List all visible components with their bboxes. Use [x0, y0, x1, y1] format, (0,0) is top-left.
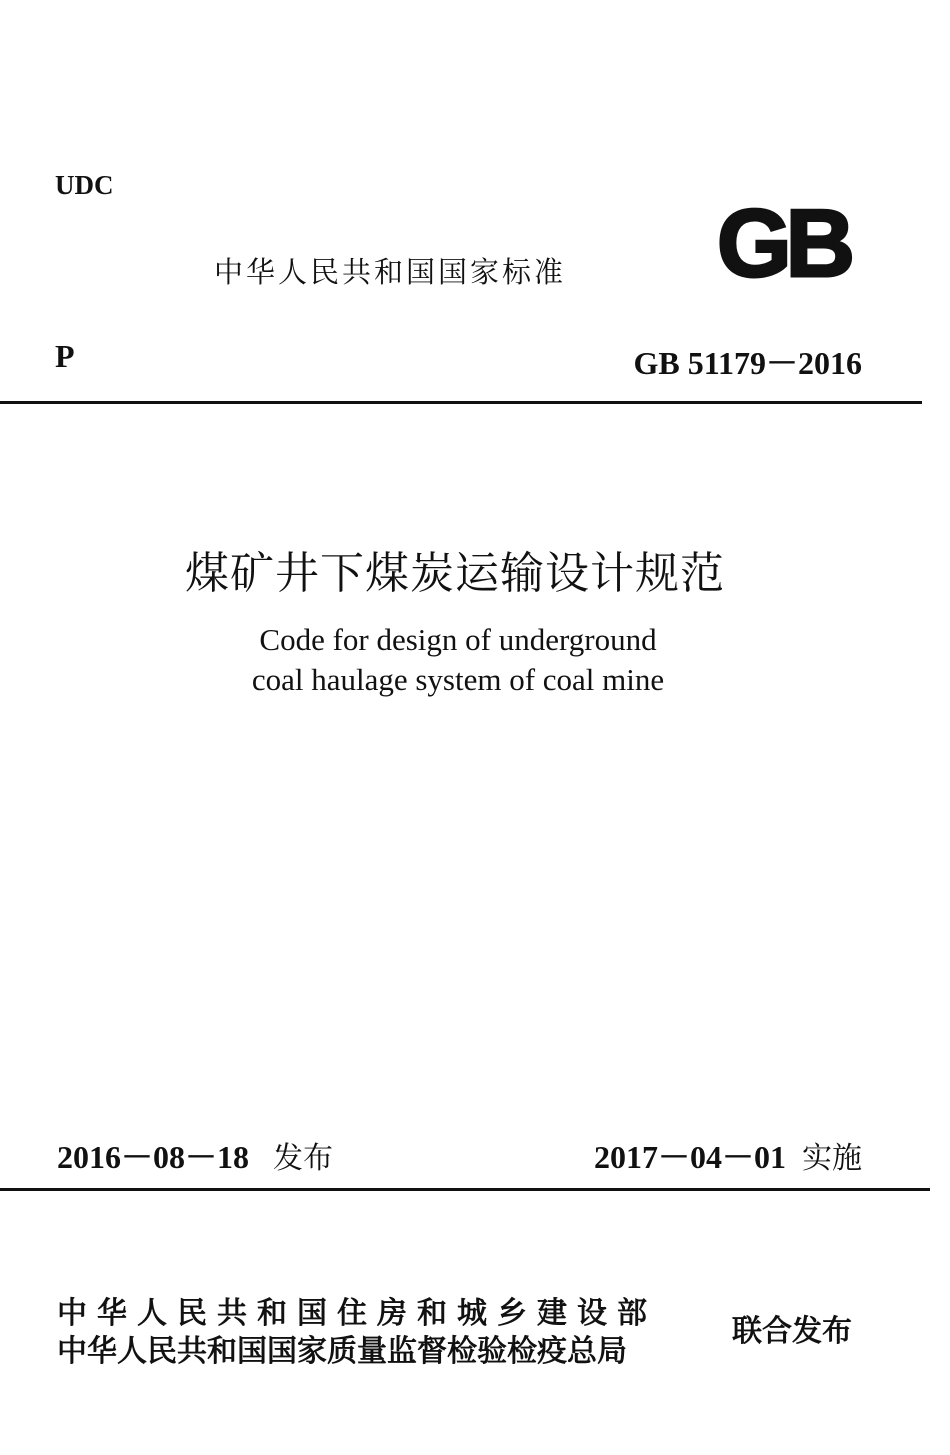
implement-date-block: [594, 1132, 862, 1178]
issue-date-block: [57, 1132, 333, 1178]
issuer-ministry: 中华人民共和国住房和城乡建设部: [57, 1296, 657, 1331]
issuer-aqsiq: 中华人民共和国国家质量监督检验检疫总局: [57, 1334, 627, 1369]
gb-logo: [702, 198, 864, 286]
implement-date: 2017－04－01: [593, 1139, 786, 1175]
implement-label: 实施: [802, 1141, 862, 1176]
standard-type: 中华人民共和国国家标准: [214, 255, 567, 289]
title-chinese: 煤矿井下煤炭运输设计规范: [185, 548, 725, 599]
issue-date: 2016－08－18: [57, 1139, 250, 1175]
title-english-line2: coal haulage system of coal mine: [251, 662, 665, 697]
joint-issue-label: 联合发布: [732, 1314, 852, 1349]
standard-number: GB 51179－2016: [633, 345, 862, 381]
title-english-line1: Code for design of underground: [259, 622, 657, 657]
issue-label: 发布: [273, 1141, 334, 1176]
bottom-divider: [0, 1188, 930, 1191]
category-code: P: [55, 338, 75, 374]
gb-logo-text: GB: [717, 198, 849, 286]
top-divider: [0, 401, 922, 404]
udc-label: UDC: [55, 170, 114, 200]
